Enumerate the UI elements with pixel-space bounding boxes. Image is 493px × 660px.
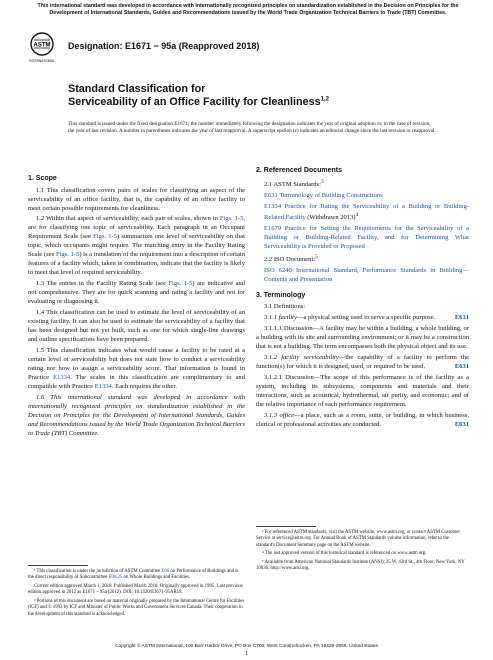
- astm-standards-label: 2.1 ASTM Standards:$^3$: [264, 178, 324, 188]
- page-number: 1: [245, 651, 248, 657]
- def-facility-serviceability: 3.1.2 facility serviceability—the capability of a facility to perform the function(s) for which it is designed, used, or required to be used. E631: [256, 354, 469, 371]
- ref-e1334: E1334 Practice for Rating the Serviceability of a Building or Building-Related Facility (Withdrawn 2013)$^4$: [264, 202, 470, 221]
- scope-1-3: 1.3 The entries in the Facility Rating Scale (see Figs. 1-5) are indicative and not comprehensive. They are for quick scanning and rating a facility and not for evaluating or diagnosing it.: [28, 280, 245, 306]
- footnote-rule: [28, 565, 88, 566]
- figs-link[interactable]: Figs. 1-5: [93, 233, 117, 241]
- e631-ref[interactable]: E631: [454, 420, 469, 428]
- iso6240-link[interactable]: ISO 6240: [264, 266, 292, 274]
- ref-e631: E631 Terminology of Building Constructions: [264, 191, 383, 199]
- scope-1-6: 1.6 This international standard was developed in accordance with internationally recognized principles on standardization established in the Decision on Principles for the Development of International Standards, Guides and Recommendations issued by the World Trade Organization Technical Barriers to Trade (TBT) Committee.: [28, 393, 245, 437]
- figs-link[interactable]: Figs. 1-5: [219, 215, 244, 223]
- e1679-link[interactable]: E1679: [264, 224, 282, 232]
- right-column: [256, 160, 469, 432]
- def-facility-discussion: 3.1.1.1 Discussion—A facility may be within a building, a whole building, or a building with its site and surrounding environment; or it may be a construction that is not a building. The term encompasses both the physical object and its use.: [256, 325, 469, 351]
- standard-intro: This standard is issued under the fixed designation E1671; the number immediately following the designation indicates the year of original adoption or, in the case of revision, the year of last revision. A number in parentheses indicates the year of last reapproval. A superscript epsilon (ε) indicates an editorial change since the last revision or reapproval.: [68, 121, 436, 135]
- left-column: [28, 168, 245, 441]
- astm-logo: [28, 31, 56, 65]
- footnote-4: ⁴ The last approved version of this historical standard is referenced on www.astm.org.: [262, 551, 427, 557]
- ref-iso6240: ISO 6240 International Standard, Performance Standards in Building—Contents and Presentation: [264, 266, 469, 283]
- svg-text:INTERNATIONAL: INTERNATIONAL: [29, 59, 55, 63]
- figs-link[interactable]: Figs. 1-5: [168, 280, 193, 288]
- scope-heading: 1. Scope: [28, 175, 57, 182]
- e1334-link[interactable]: E1334: [53, 373, 71, 381]
- title-line-1: Standard Classification for: [68, 83, 206, 95]
- designation: Designation: E1671 − 95a (Reapproved 2018): [68, 41, 260, 51]
- scope-1-1: 1.1 This classification covers pairs of scales for classifying an aspect of the serviceability of an office facility, that is, the capability of an office facility to meet certain possible requirements for cleanliness.: [28, 186, 245, 212]
- e1334-link[interactable]: E1334: [264, 202, 282, 210]
- left-footnotes: [28, 569, 245, 620]
- scope-1-2: 1.2 Within that aspect of serviceability, each pair of scales, shown in Figs. 1-5, are for classifying one topic of serviceability. Each paragraph in an Occupant Requirement Scale (see Figs. 1-5) summarizes one level of serviceability on that topic, which occupants might require. The matching entry in the Facility Rating Scale (see Figs. 1-5) is a translation of the requirement into a description of certain features of a facility which, taken in combination, indicate that the facility is likely to meet that level of required serviceability.: [28, 215, 245, 277]
- references-heading: 2. Referenced Documents: [256, 167, 342, 174]
- svg-text:ASTM: ASTM: [33, 42, 51, 49]
- wto-notice: This international standard was developed in accordance with internationally recognized principles on standardization established in the Decision on Principles for the Development of International Standards, Guides and Recommendations issued by the World Trade Organization Technical Barriers to Trade (TBT) Committee.: [37, 3, 459, 16]
- footnote-edition: Current edition approved March 1, 2018. Published March 2018. Originally approved in 1995. Last previous edition approved in 2012 as E1671 – 95a (2012). DOI: 10.1520/E1671-95AR18.: [28, 583, 243, 596]
- e631-ref[interactable]: E631: [454, 363, 469, 371]
- footnote-2: ² Portions of this document are based on material originally prepared by the International Centre for Facilities (ICF) and © 1993 by ICF and Minister of Public Works and Government Services Canada. Their cooperation in the development of this standard is acknowledged.: [28, 598, 245, 617]
- ref-e1679: E1679 Practice for Setting the Requirements for the Serviceability of a Building or Building-Related Facility, and for Determining What Serviceability is Provided or Proposed: [264, 224, 469, 250]
- terminology-heading: 3. Terminology: [256, 291, 306, 299]
- def-facility: 3.1.1 facility—a physical setting used to serve a specific purpose. E631: [264, 314, 469, 322]
- e631-ref[interactable]: E631: [454, 314, 469, 322]
- def-office: 3.1.3 office—a place, such as a room, suite, or building, in which business, clerical or professional activities are conducted. E631: [256, 412, 469, 428]
- e06-link[interactable]: E06: [161, 569, 170, 574]
- scope-1-4: 1.4 This classification can be used to estimate the level of serviceability of an existing facility. It can also be used to estimate the serviceability of a facility that has been designed but not yet built, such as one for which single-line drawings and outline specifications have been prepared.: [28, 309, 245, 344]
- e1334-link[interactable]: E1334: [94, 382, 112, 390]
- footnote-3: ³ For referenced ASTM standards, visit the ASTM website, www.astm.org, or contact ASTM Customer Service at service@astm.org. For Annual Book of ASTM Standards volume information, refer to the standard's Document Summary page on the ASTM website.: [256, 530, 460, 548]
- page-title: [68, 83, 329, 109]
- title-line-2: Serviceability of an Office Facility for Cleanliness$^{1,2}$: [68, 95, 329, 108]
- definitions-label: 3.1 Definitions:: [264, 303, 306, 311]
- scope-1-5: 1.5 This classification indicates what would cause a facility to be rated at a certain level of serviceability but does not state how to conduct a serviceability rating nor how to assign a serviceability score. That information is found in Practice E1334. The scales in this classification are complimentary to and compatible with Practice E1334. Each requires the other.: [28, 347, 245, 390]
- copyright-footer: Copyright © ASTM International, 100 Barr Harbor Drive, PO Box C700, West Conshohocken, PA 19428-2959. United States: [115, 644, 378, 649]
- footnote-rule: [256, 526, 316, 527]
- e631-link[interactable]: E631: [264, 191, 278, 199]
- def-serviceability-discussion: 3.1.2.1 Discussion—The scope of this performance is of the facility as a system, including its subsystems, components and materials and their interactions, such as acoustical, hydrothermal, air purity, and economic; and of the relative importance of each performance requirement.: [256, 374, 469, 409]
- e06-25-link[interactable]: E06.25: [108, 575, 123, 581]
- footnote-5: ⁵ Available from American National Standards Institute (ANSI), 25 W. 43rd St., 4th Floor, New York, NY 10036, http://www.ansi.org.: [256, 559, 465, 572]
- iso-document-label: 2.2 ISO Document:$^5$: [264, 253, 318, 263]
- footnote-1: ¹ This classification is under the jurisdiction of ASTM Committee E06 on Performance of Buildings and is the direct responsibility of Subcommittee E06.25 on Whole Buildings and Facilities.: [28, 569, 239, 581]
- figs-link[interactable]: Figs. 1-5: [56, 251, 80, 259]
- right-footnotes: [256, 530, 469, 575]
